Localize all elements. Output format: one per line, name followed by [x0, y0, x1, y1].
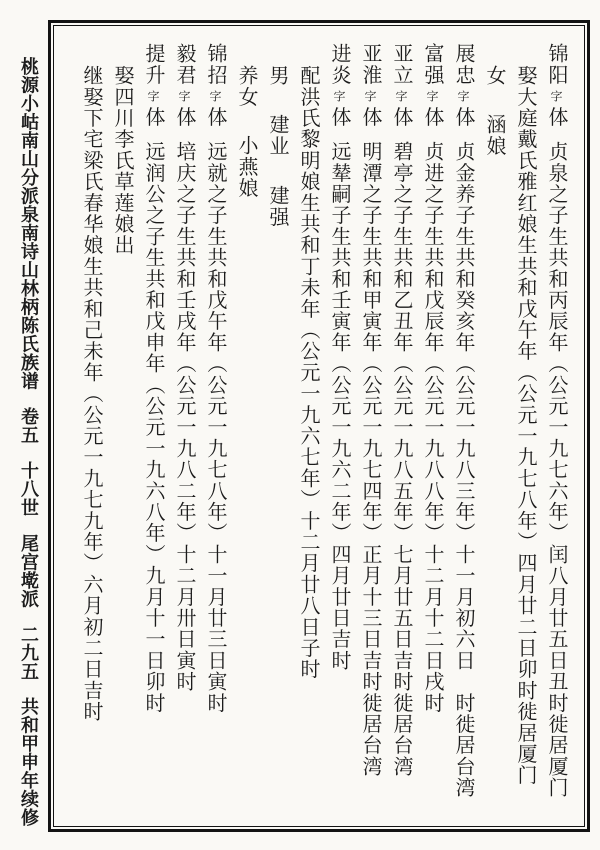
entry-text: 配洪氏黎明娘生共和丁未年（公元一九六七年）十二月廿八日子时 [297, 65, 319, 680]
courtesy-label: 字 [549, 90, 563, 104]
spine-segment: 卷五 [19, 407, 39, 444]
courtesy-label: 字 [146, 90, 160, 104]
entry-column [199, 43, 230, 713]
entry-column [540, 43, 571, 798]
entries-area [51, 23, 587, 829]
entry-text: 贞金养子生共和癸亥年（公元一九八三年）十一月初六日 时徙居台湾 [452, 140, 474, 798]
entry-text: 远辇嗣子生共和壬寅年（公元一九六二年）四月廿日吉时 [328, 140, 350, 671]
entry-column [447, 43, 478, 798]
spine-segment: 二九五 [19, 624, 39, 680]
list-item: 小燕娘 [235, 135, 257, 200]
children-list-column [230, 43, 261, 199]
person-name: 锦阳 [545, 43, 567, 86]
spine-title [11, 57, 47, 827]
courtesy-name: 体 [390, 106, 412, 128]
entry-text: 远就之子生共和戊午年（公元一九七八年）十一月廿三日寅时 [204, 140, 226, 714]
list-item: 男 [266, 65, 288, 87]
spine-segment: 十八世 [19, 461, 39, 517]
courtesy-name: 体 [545, 106, 567, 128]
person-name: 富强 [421, 43, 443, 86]
courtesy-label: 字 [456, 90, 470, 104]
page-frame [48, 20, 590, 832]
entry-text: 娶四川李氏草莲娘出 [111, 65, 133, 256]
courtesy-label: 字 [177, 90, 191, 104]
list-item: 女 [483, 65, 505, 87]
courtesy-name: 体 [421, 106, 443, 128]
courtesy-name: 体 [359, 106, 381, 128]
person-name: 进炎 [328, 43, 350, 86]
courtesy-label: 字 [394, 90, 408, 104]
courtesy-name: 体 [452, 106, 474, 128]
person-name: 展忠 [452, 43, 474, 86]
spine-segment: 共和甲申年续修 [19, 697, 39, 827]
note-column [292, 43, 323, 680]
entry-text: 远润公之子生共和戊申年（公元一九六八年）九月十一日卯时 [142, 140, 164, 714]
person-name: 亚立 [390, 43, 412, 86]
courtesy-name: 体 [328, 106, 350, 128]
entry-text: 贞泉之子生共和丙辰年（公元一九七六年）闰八月廿五日丑时徙居厦门 [545, 140, 567, 798]
entry-column [354, 43, 385, 777]
spine-segment: 桃源小岵南山分派泉南诗山林柄陈氏族谱 [19, 57, 39, 390]
entry-text: 明潭之子生共和甲寅年（公元一九七四年）正月十三日吉时徙居台湾 [359, 140, 381, 777]
entry-column [323, 43, 354, 671]
list-item: 养女 [235, 65, 257, 108]
note-column [106, 43, 137, 256]
entry-text: 贞进之子生共和戊辰年（公元一九八八年）十二月十二日戌时 [421, 140, 443, 714]
person-name: 亚淮 [359, 43, 381, 86]
spine-segment: 尾宫墘派 [19, 533, 39, 608]
courtesy-name: 体 [142, 106, 164, 128]
list-item: 建强 [266, 184, 288, 228]
courtesy-name: 体 [173, 106, 195, 128]
entry-column [137, 43, 168, 713]
person-name: 毅君 [173, 43, 195, 86]
note-column [75, 43, 106, 722]
courtesy-label: 字 [332, 90, 346, 104]
entry-text: 继娶下宅梁氏春华娘生共和己未年（公元一九七九年）六月初二日吉时 [80, 65, 102, 723]
person-name: 锦招 [204, 43, 226, 86]
children-list-column [478, 43, 509, 157]
entry-column [416, 43, 447, 713]
person-name: 提升 [142, 43, 164, 86]
entry-column [168, 43, 199, 692]
list-item: 涵娘 [483, 114, 505, 157]
courtesy-name: 体 [204, 106, 226, 128]
entry-column [385, 43, 416, 777]
entry-text: 碧亭之子生共和乙丑年（公元一九八五年）七月廿五日吉时徙居台湾 [390, 140, 412, 777]
entry-text: 培庆之子生共和壬戌年（公元一九八二年）十二月卅日寅时 [173, 140, 195, 692]
courtesy-label: 字 [363, 90, 377, 104]
note-column [509, 43, 540, 786]
list-item: 建业 [266, 114, 288, 157]
courtesy-label: 字 [208, 90, 222, 104]
entry-text: 娶大庭戴氏雅红娘生共和戊午年（公元一九七八年）四月廿二日卯时徙居厦门 [514, 65, 536, 786]
courtesy-label: 字 [425, 90, 439, 104]
children-list-column [261, 43, 292, 227]
